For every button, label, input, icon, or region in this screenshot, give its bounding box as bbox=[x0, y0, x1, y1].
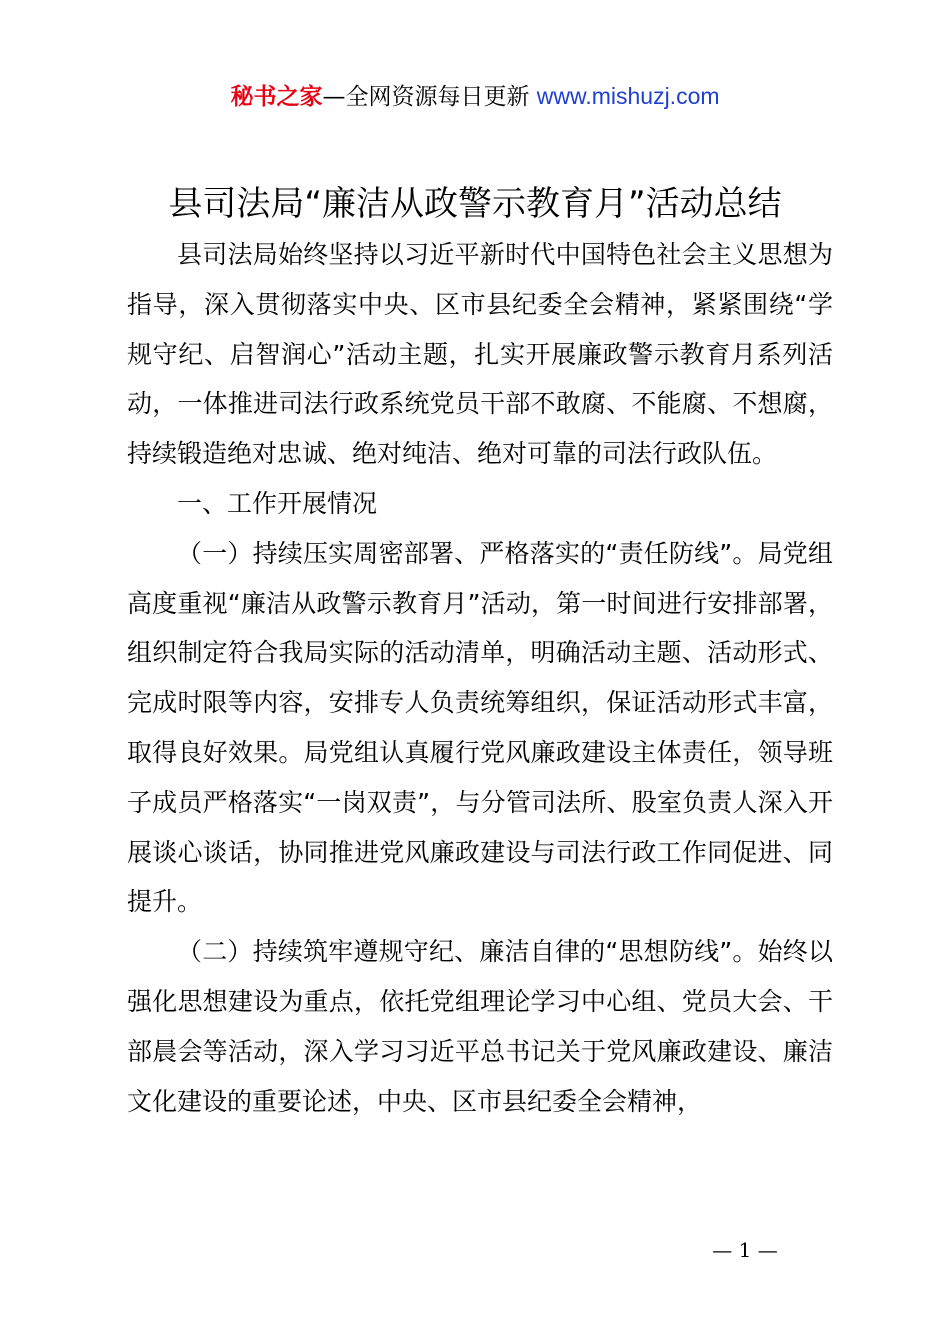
section-heading: 一、工作开展情况 bbox=[177, 488, 378, 518]
document-body bbox=[127, 230, 833, 1126]
site-url[interactable]: www.mishuzj.com bbox=[536, 83, 720, 109]
header-tagline: —全网资源每日更新 bbox=[322, 84, 530, 110]
intro-paragraph: 县司法局始终坚持以习近平新时代中国特色社会主义思想为指导，深入贯彻落实中央、区市县纪委全会精神，紧紧围绕“学规守纪、启智润心”活动主题，扎实开展廉政警示教育月系列活动，一体推进司法行政系统党员干部不敢腐、不能腐、不想腐，持续锻造绝对忠诚、绝对纯洁、绝对可靠的司法行政队伍。 bbox=[127, 240, 833, 469]
site-header bbox=[0, 80, 950, 113]
body-paragraph: （一）持续压实周密部署、严格落实的“责任防线”。局党组高度重视“廉洁从政警示教育月”活动，第一时间进行安排部署，组织制定符合我局实际的活动清单，明确活动主题、活动形式、完成时限等内容，安排专人负责统筹组织，保证活动形式丰富，取得良好效果。局党组认真履行党风廉政建设主体责任，领导班子成员严格落实“一岗双责”，与分管司法所、股室负责人深入开展谈心谈话，协同推进党风廉政建设与司法行政工作同促进、同提升。 bbox=[127, 538, 833, 917]
page-number: — 1 — bbox=[712, 1238, 778, 1262]
brand-name: 秘书之家 bbox=[230, 84, 323, 110]
document-title: 县司法局“廉洁从政警示教育月”活动总结 bbox=[168, 184, 782, 224]
body-paragraph: （二）持续筑牢遵规守纪、廉洁自律的“思想防线”。始终以强化思想建设为重点，依托党组理论学习中心组、党员大会、干部晨会等活动，深入学习习近平总书记关于党风廉政建设、廉洁文化建设的重要论述，中央、区市县纪委全会精神， bbox=[127, 937, 833, 1116]
